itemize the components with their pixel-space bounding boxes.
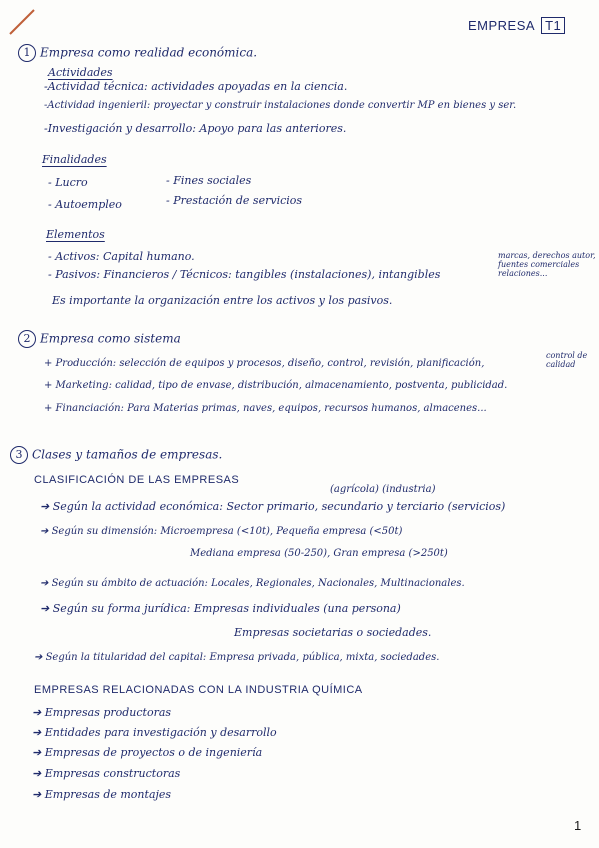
note-line: relaciones... bbox=[498, 269, 548, 278]
related-text: Empresas de montajes bbox=[44, 788, 172, 801]
goals-heading: Finalidades bbox=[42, 153, 107, 166]
activity-item: -Investigación y desarrollo: Apoyo para las anteriores. bbox=[44, 122, 347, 135]
class-item-cont: Mediana empresa (50-250), Gran empresa (>250t) bbox=[190, 548, 448, 559]
related-item bbox=[32, 788, 171, 801]
arrow-icon: ➔ bbox=[32, 726, 45, 739]
activity-item: -Actividad ingenieril: proyectar y construir instalaciones donde convertir MP en bienes y ser. bbox=[44, 100, 517, 111]
system-item: + Marketing: calidad, tipo de envase, distribución, almacenamiento, postventa, publicidad. bbox=[44, 380, 508, 391]
section-number: 2 bbox=[18, 330, 36, 348]
header-title: EMPRESA bbox=[468, 18, 536, 33]
class-item bbox=[40, 602, 401, 615]
active-line: - Activos: Capital humano. bbox=[48, 250, 195, 263]
goal-item: - Fines sociales bbox=[166, 174, 252, 187]
section-number: 1 bbox=[18, 44, 36, 62]
arrow-icon: ➔ bbox=[32, 788, 45, 801]
section-title-text: Empresa como sistema bbox=[40, 331, 181, 346]
section-2-title bbox=[18, 330, 181, 348]
section-title-text: Empresa como realidad económica. bbox=[40, 45, 258, 60]
section-3-title bbox=[10, 446, 222, 464]
class-item-cont: Empresas societarias o sociedades. bbox=[234, 626, 432, 639]
goal-item: - Lucro bbox=[48, 176, 88, 189]
note-line: calidad bbox=[546, 360, 576, 369]
note-line: marcas, derechos autor, bbox=[498, 251, 596, 260]
class-text: Según su forma jurídica: Empresas individuales (una persona) bbox=[52, 602, 401, 615]
section-title-text: Clases y tamaños de empresas. bbox=[32, 447, 223, 462]
class-item bbox=[40, 500, 505, 513]
system-item: + Financiación: Para Materias primas, naves, equipos, recursos humanos, almacenes... bbox=[44, 403, 487, 414]
system-item: + Producción: selección de equipos y procesos, diseño, control, revisión, planificación, bbox=[44, 358, 485, 369]
page-number: 1 bbox=[574, 818, 582, 833]
pencil-stroke bbox=[6, 6, 38, 38]
related-item bbox=[32, 726, 277, 739]
arrow-icon: ➔ bbox=[40, 602, 53, 615]
related-text: Empresas constructoras bbox=[44, 767, 181, 780]
arrow-icon: ➔ bbox=[40, 526, 52, 537]
quality-note bbox=[546, 351, 587, 369]
class-text: Según su ámbito de actuación: Locales, Regionales, Nacionales, Multinacionales. bbox=[51, 578, 465, 589]
class-item bbox=[40, 578, 465, 589]
arrow-icon: ➔ bbox=[34, 652, 46, 663]
class-item bbox=[34, 652, 439, 663]
arrow-icon: ➔ bbox=[32, 706, 45, 719]
arrow-icon: ➔ bbox=[40, 500, 53, 513]
agri-note: (agrícola) (industria) bbox=[330, 484, 436, 495]
elements-heading: Elementos bbox=[46, 228, 105, 241]
activities-heading: Actividades bbox=[48, 66, 113, 79]
goal-item: - Prestación de servicios bbox=[166, 194, 303, 207]
intangibles-note bbox=[498, 251, 596, 278]
note-line: fuentes comerciales bbox=[498, 260, 580, 269]
class-text: Según su dimensión: Microempresa (<10t), Pequeña empresa (<50t) bbox=[51, 526, 403, 537]
classification-heading: CLASIFICACIÓN DE LAS EMPRESAS bbox=[34, 474, 240, 486]
arrow-icon: ➔ bbox=[32, 746, 45, 759]
header-tag: T1 bbox=[541, 17, 565, 34]
activity-item: -Actividad técnica: actividades apoyadas en la ciencia. bbox=[44, 80, 348, 93]
related-item bbox=[32, 706, 171, 719]
class-item bbox=[40, 526, 402, 537]
section-number: 3 bbox=[10, 446, 28, 464]
related-text: Entidades para investigación y desarrollo bbox=[44, 726, 277, 739]
class-text: Según la actividad económica: Sector primario, secundario y terciario (servicios) bbox=[52, 500, 506, 513]
goal-item: - Autoempleo bbox=[48, 198, 122, 211]
arrow-icon: ➔ bbox=[40, 578, 52, 589]
section-1-title bbox=[18, 44, 257, 62]
arrow-icon: ➔ bbox=[32, 767, 45, 780]
page-header bbox=[468, 18, 565, 33]
note-line: control de bbox=[546, 351, 588, 360]
related-item bbox=[32, 746, 262, 759]
related-text: Empresas productoras bbox=[44, 706, 172, 719]
related-heading: EMPRESAS RELACIONADAS CON LA INDUSTRIA QUÍMICA bbox=[34, 684, 363, 696]
class-text: Según la titularidad del capital: Empresa privada, pública, mixta, sociedades. bbox=[45, 652, 440, 663]
related-item bbox=[32, 767, 180, 780]
org-line: Es importante la organización entre los activos y los pasivos. bbox=[52, 294, 393, 307]
passive-line: - Pasivos: Financieros / Técnicos: tangibles (instalaciones), intangibles bbox=[48, 268, 441, 281]
related-text: Empresas de proyectos o de ingeniería bbox=[44, 746, 263, 759]
